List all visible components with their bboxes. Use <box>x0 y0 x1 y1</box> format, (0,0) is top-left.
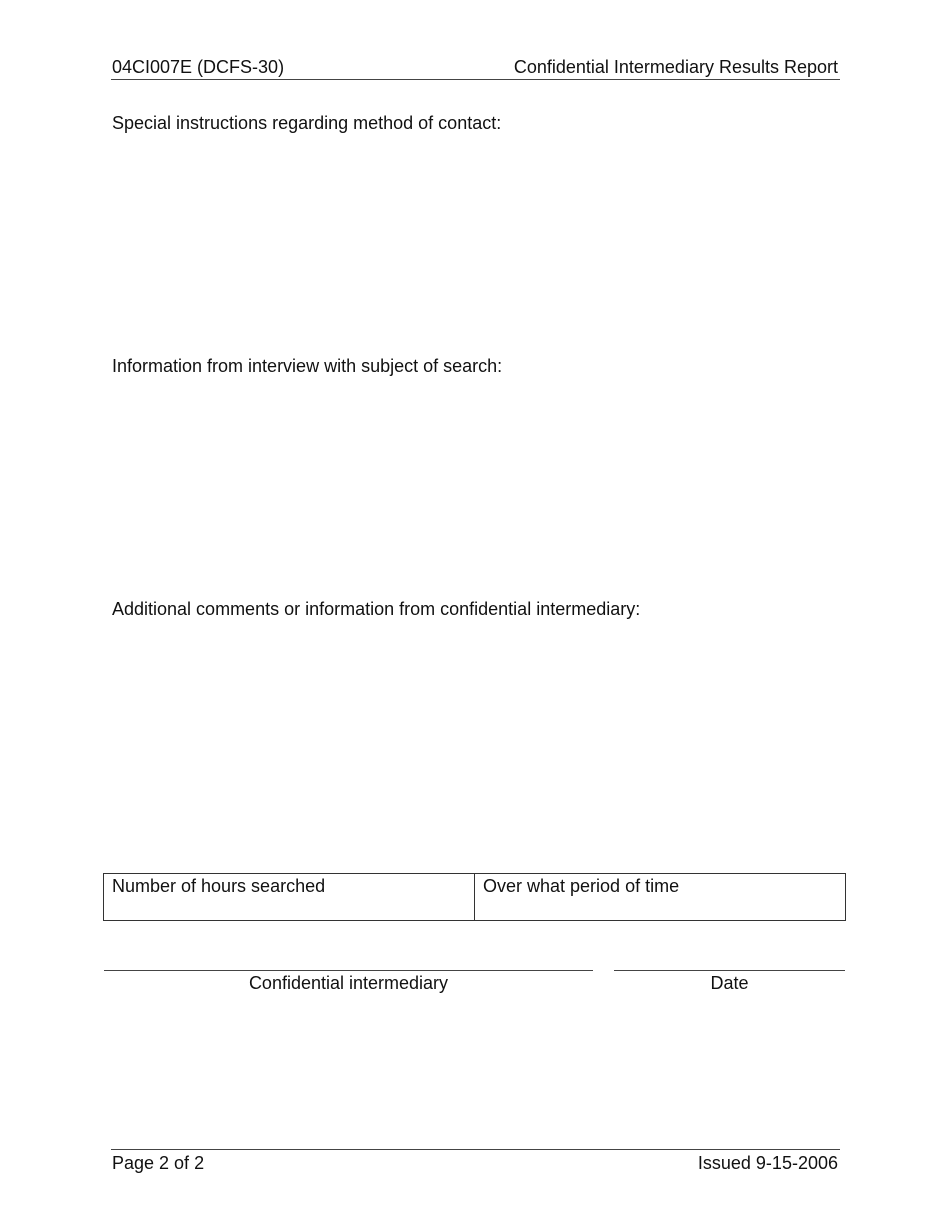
document-title: Confidential Intermediary Results Report <box>513 57 838 77</box>
issued-date: Issued 9-15-2006 <box>697 1153 838 1173</box>
time-period-label: Over what period of time <box>483 876 680 896</box>
footer-divider <box>111 1149 840 1150</box>
hours-searched-cell[interactable] <box>103 873 475 921</box>
form-id: 04CI007E (DCFS-30) <box>112 57 285 77</box>
header-divider <box>111 79 840 80</box>
date-signature-line[interactable] <box>614 970 845 971</box>
intermediary-label: Confidential intermediary <box>248 973 449 993</box>
section-interview-info-label: Information from interview with subject of search: <box>112 356 503 376</box>
page-number: Page 2 of 2 <box>112 1153 205 1173</box>
time-period-cell[interactable] <box>474 873 846 921</box>
intermediary-signature-line[interactable] <box>104 970 593 971</box>
hours-searched-label: Number of hours searched <box>112 876 326 896</box>
section-additional-comments-label: Additional comments or information from confidential intermediary: <box>112 599 641 619</box>
date-label: Date <box>710 973 749 993</box>
section-contact-instructions-label: Special instructions regarding method of contact: <box>112 113 502 133</box>
